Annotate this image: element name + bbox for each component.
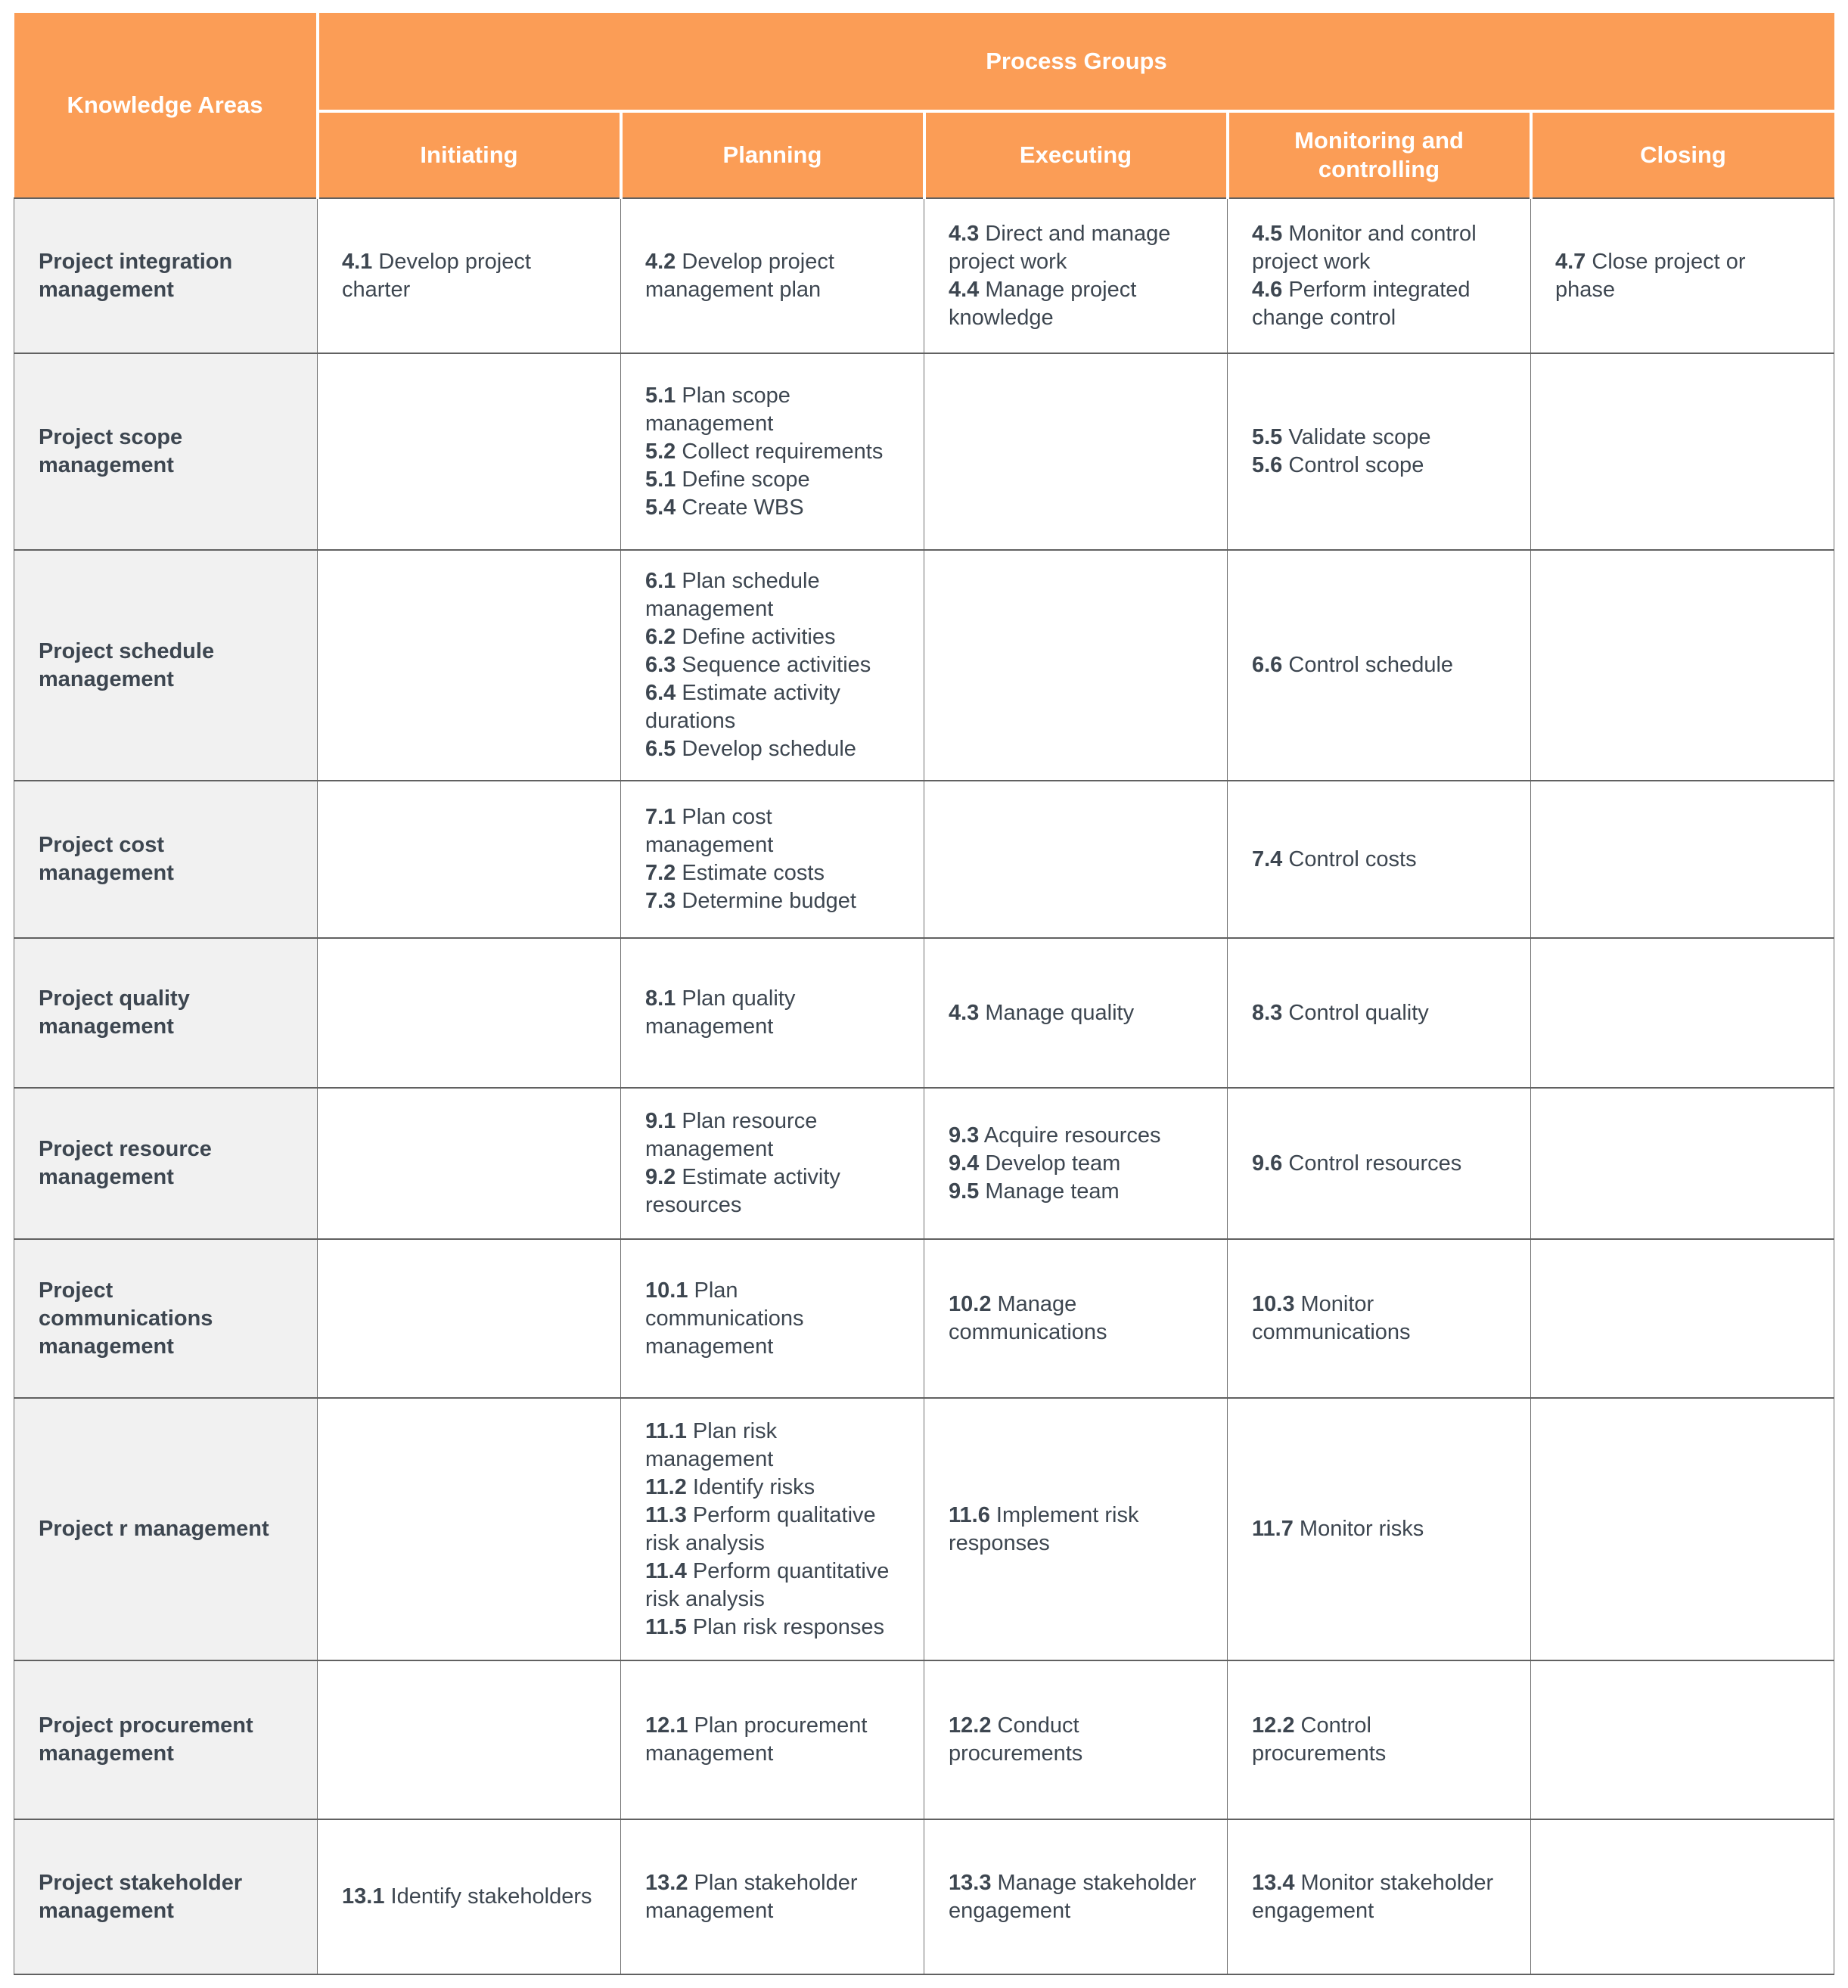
cell-monitoring bbox=[1228, 353, 1531, 550]
process-entry bbox=[645, 1277, 899, 1361]
process-number: 4.2 bbox=[645, 249, 676, 274]
cell-executing bbox=[924, 781, 1228, 938]
process-number: 9.5 bbox=[949, 1179, 980, 1204]
column-header-executing: Executing bbox=[924, 111, 1228, 198]
cell-planning bbox=[621, 550, 924, 781]
process-name: Implement risk responses bbox=[949, 1502, 1139, 1555]
process-name: Plan schedule management bbox=[645, 569, 820, 621]
process-name: Control resources bbox=[1288, 1151, 1462, 1176]
cell-planning bbox=[621, 938, 924, 1088]
process-number: 13.1 bbox=[342, 1884, 385, 1909]
process-number: 11.1 bbox=[645, 1418, 687, 1443]
process-name: Perform qualitative risk analysis bbox=[645, 1502, 876, 1555]
process-entry bbox=[645, 1869, 899, 1925]
process-number: 7.3 bbox=[645, 889, 676, 913]
process-number: 5.5 bbox=[1252, 425, 1283, 449]
process-entry bbox=[1252, 220, 1506, 276]
process-entry bbox=[645, 651, 899, 679]
process-entry bbox=[645, 1558, 899, 1614]
cell-monitoring bbox=[1228, 1398, 1531, 1660]
process-entry bbox=[645, 1712, 899, 1768]
process-number: 8.3 bbox=[1252, 1000, 1283, 1025]
process-number: 13.4 bbox=[1252, 1870, 1295, 1895]
cell-monitoring bbox=[1228, 1660, 1531, 1819]
process-number: 12.2 bbox=[1252, 1713, 1295, 1738]
process-entry bbox=[645, 1474, 899, 1502]
process-entry bbox=[949, 1291, 1203, 1347]
process-name: Plan stakeholder management bbox=[645, 1870, 858, 1923]
process-entry bbox=[1252, 276, 1506, 332]
cell-planning bbox=[621, 198, 924, 353]
process-number: 5.6 bbox=[1252, 453, 1283, 477]
process-name: Manage communications bbox=[949, 1292, 1107, 1344]
cell-executing bbox=[924, 198, 1228, 353]
process-entry bbox=[1252, 651, 1506, 679]
process-name: Control scope bbox=[1288, 453, 1424, 477]
process-name: Close project or phase bbox=[1555, 249, 1746, 302]
cell-monitoring bbox=[1228, 1819, 1531, 1974]
process-matrix-table bbox=[14, 13, 1834, 1975]
knowledge-area-label: Project integration management bbox=[14, 198, 318, 353]
process-entry bbox=[645, 887, 899, 915]
process-entry bbox=[1252, 1869, 1506, 1925]
process-name: Manage team bbox=[985, 1179, 1120, 1204]
knowledge-area-label: Project stakeholder management bbox=[14, 1819, 318, 1974]
process-number: 7.1 bbox=[645, 805, 676, 829]
process-name: Develop project charter bbox=[342, 249, 531, 302]
process-name: Monitor risks bbox=[1299, 1517, 1424, 1541]
process-number: 11.4 bbox=[645, 1558, 687, 1583]
process-entry bbox=[645, 466, 899, 494]
process-name: Estimate activity durations bbox=[645, 681, 840, 733]
cell-initiating bbox=[318, 1088, 621, 1239]
process-name: Develop schedule bbox=[682, 737, 856, 761]
cell-monitoring bbox=[1228, 1239, 1531, 1398]
process-entry bbox=[949, 1712, 1203, 1768]
cell-initiating bbox=[318, 1398, 621, 1660]
cell-closing bbox=[1531, 938, 1834, 1088]
cell-executing bbox=[924, 1398, 1228, 1660]
process-entry bbox=[1252, 424, 1506, 452]
process-name: Develop team bbox=[985, 1151, 1121, 1176]
cell-monitoring bbox=[1228, 938, 1531, 1088]
cell-initiating bbox=[318, 550, 621, 781]
cell-planning bbox=[621, 1819, 924, 1974]
process-entry bbox=[645, 248, 899, 304]
process-name: Manage project knowledge bbox=[949, 277, 1137, 330]
process-number: 11.6 bbox=[949, 1502, 990, 1527]
process-entry bbox=[645, 1163, 899, 1219]
cell-executing bbox=[924, 938, 1228, 1088]
cell-closing bbox=[1531, 781, 1834, 938]
knowledge-areas-header: Knowledge Areas bbox=[14, 13, 318, 198]
process-number: 6.6 bbox=[1252, 653, 1283, 677]
process-number: 4.3 bbox=[949, 1000, 980, 1025]
column-header-planning: Planning bbox=[621, 111, 924, 198]
cell-executing bbox=[924, 1660, 1228, 1819]
process-name: Monitor stakeholder engagement bbox=[1252, 1870, 1494, 1923]
process-name: Control schedule bbox=[1288, 653, 1454, 677]
process-number: 4.5 bbox=[1252, 221, 1283, 246]
process-number: 9.2 bbox=[645, 1165, 676, 1189]
process-groups-header: Process Groups bbox=[318, 13, 1834, 111]
process-entry bbox=[342, 1883, 596, 1911]
process-name: Determine budget bbox=[682, 889, 856, 913]
process-number: 13.2 bbox=[645, 1870, 688, 1895]
process-name: Develop project management plan bbox=[645, 249, 834, 302]
table-row bbox=[14, 353, 1834, 550]
table-row bbox=[14, 1088, 1834, 1239]
cell-closing bbox=[1531, 1398, 1834, 1660]
process-entry bbox=[1252, 1150, 1506, 1178]
process-number: 6.5 bbox=[645, 737, 676, 761]
cell-monitoring bbox=[1228, 1088, 1531, 1239]
process-entry bbox=[645, 567, 899, 623]
table-row bbox=[14, 1819, 1834, 1974]
process-entry bbox=[949, 1178, 1203, 1206]
process-name: Monitor and control project work bbox=[1252, 221, 1477, 274]
process-number: 7.2 bbox=[645, 861, 676, 885]
process-entry bbox=[645, 1107, 899, 1163]
cell-planning bbox=[621, 1239, 924, 1398]
cell-closing bbox=[1531, 1660, 1834, 1819]
knowledge-area-label: Project procurement management bbox=[14, 1660, 318, 1819]
cell-closing bbox=[1531, 353, 1834, 550]
process-number: 5.2 bbox=[645, 439, 676, 464]
knowledge-area-label: Project schedule management bbox=[14, 550, 318, 781]
cell-initiating bbox=[318, 198, 621, 353]
process-name: Plan procurement management bbox=[645, 1713, 868, 1766]
process-entry bbox=[949, 1869, 1203, 1925]
process-name: Plan scope management bbox=[645, 383, 790, 436]
cell-monitoring bbox=[1228, 198, 1531, 353]
process-number: 5.1 bbox=[645, 467, 676, 492]
process-name: Plan quality management bbox=[645, 986, 796, 1039]
cell-executing bbox=[924, 1819, 1228, 1974]
table-row bbox=[14, 1660, 1834, 1819]
cell-planning bbox=[621, 1398, 924, 1660]
process-entry bbox=[645, 494, 899, 522]
process-name: Plan resource management bbox=[645, 1109, 818, 1161]
process-number: 12.2 bbox=[949, 1713, 992, 1738]
cell-executing bbox=[924, 1239, 1228, 1398]
cell-closing bbox=[1531, 1819, 1834, 1974]
process-number: 12.1 bbox=[645, 1713, 688, 1738]
cell-executing bbox=[924, 353, 1228, 550]
process-number: 6.2 bbox=[645, 625, 676, 649]
process-number: 4.1 bbox=[342, 249, 373, 274]
process-entry bbox=[645, 438, 899, 466]
process-number: 5.4 bbox=[645, 495, 676, 520]
process-entry bbox=[1252, 846, 1506, 874]
process-number: 11.7 bbox=[1252, 1517, 1294, 1541]
process-name: Plan communications management bbox=[645, 1278, 804, 1359]
cell-initiating bbox=[318, 938, 621, 1088]
process-name: Perform integrated change control bbox=[1252, 277, 1471, 330]
process-number: 5.1 bbox=[645, 383, 676, 408]
process-number: 9.4 bbox=[949, 1151, 980, 1176]
process-name: Validate scope bbox=[1288, 425, 1431, 449]
cell-planning bbox=[621, 1088, 924, 1239]
table-row bbox=[14, 1239, 1834, 1398]
cell-monitoring bbox=[1228, 781, 1531, 938]
process-entry bbox=[645, 679, 899, 735]
process-number: 7.4 bbox=[1252, 846, 1283, 871]
column-header-closing: Closing bbox=[1531, 111, 1834, 198]
cell-closing bbox=[1531, 1239, 1834, 1398]
process-entry bbox=[645, 1502, 899, 1558]
process-number: 4.7 bbox=[1555, 249, 1586, 274]
cell-closing bbox=[1531, 1088, 1834, 1239]
process-number: 10.2 bbox=[949, 1292, 992, 1316]
process-number: 4.6 bbox=[1252, 277, 1283, 302]
process-entry bbox=[1252, 1291, 1506, 1347]
process-name: Control quality bbox=[1288, 1000, 1429, 1025]
process-name: Control procurements bbox=[1252, 1713, 1387, 1766]
process-entry bbox=[645, 382, 899, 438]
process-number: 4.3 bbox=[949, 221, 980, 246]
process-number: 6.4 bbox=[645, 681, 676, 705]
process-entry bbox=[342, 248, 596, 304]
process-entry bbox=[645, 735, 899, 763]
process-entry bbox=[645, 985, 899, 1041]
process-entry bbox=[645, 1614, 899, 1642]
process-entry bbox=[645, 859, 899, 887]
cell-initiating bbox=[318, 1819, 621, 1974]
knowledge-area-label: Project cost management bbox=[14, 781, 318, 938]
knowledge-area-label: Project scope management bbox=[14, 353, 318, 550]
process-name: Manage quality bbox=[985, 1000, 1135, 1025]
cell-closing bbox=[1531, 198, 1834, 353]
process-name: Plan risk management bbox=[645, 1418, 778, 1471]
process-entry bbox=[949, 1502, 1203, 1558]
header-row-process-groups bbox=[14, 13, 1834, 111]
process-name: Manage stakeholder engagement bbox=[949, 1870, 1197, 1923]
process-name: Sequence activities bbox=[682, 653, 871, 677]
process-name: Define scope bbox=[682, 467, 810, 492]
knowledge-area-label: Project resource management bbox=[14, 1088, 318, 1239]
knowledge-area-label: Project r management bbox=[14, 1398, 318, 1660]
column-header-initiating: Initiating bbox=[318, 111, 621, 198]
process-number: 10.3 bbox=[1252, 1292, 1295, 1316]
process-entry bbox=[949, 999, 1203, 1027]
process-entry bbox=[645, 623, 899, 651]
process-name: Collect requirements bbox=[682, 439, 884, 464]
process-name: Create WBS bbox=[682, 495, 804, 520]
process-name: Perform quantitative risk analysis bbox=[645, 1558, 890, 1611]
cell-planning bbox=[621, 781, 924, 938]
process-entry bbox=[645, 1418, 899, 1474]
cell-monitoring bbox=[1228, 550, 1531, 781]
process-name: Control costs bbox=[1288, 846, 1417, 871]
process-entry bbox=[949, 1122, 1203, 1150]
process-number: 9.1 bbox=[645, 1109, 676, 1133]
process-name: Identify risks bbox=[692, 1474, 815, 1499]
cell-initiating bbox=[318, 781, 621, 938]
process-number: 6.1 bbox=[645, 569, 676, 593]
process-number: 9.3 bbox=[949, 1123, 980, 1148]
process-name: Conduct procurements bbox=[949, 1713, 1083, 1766]
process-number: 13.3 bbox=[949, 1870, 992, 1895]
process-entry bbox=[1252, 1515, 1506, 1543]
process-name: Direct and manage project work bbox=[949, 221, 1171, 274]
table-row bbox=[14, 550, 1834, 781]
process-entry bbox=[949, 276, 1203, 332]
process-number: 11.5 bbox=[645, 1614, 687, 1639]
cell-initiating bbox=[318, 1660, 621, 1819]
process-number: 10.1 bbox=[645, 1278, 688, 1303]
cell-planning bbox=[621, 353, 924, 550]
process-name: Acquire resources bbox=[983, 1123, 1161, 1148]
table-row bbox=[14, 198, 1834, 353]
process-entry bbox=[949, 220, 1203, 276]
process-number: 11.3 bbox=[645, 1502, 687, 1527]
process-name: Estimate costs bbox=[682, 861, 825, 885]
table-row bbox=[14, 1398, 1834, 1660]
process-entry bbox=[1252, 1712, 1506, 1768]
process-number: 11.2 bbox=[645, 1474, 687, 1499]
table-row bbox=[14, 938, 1834, 1088]
process-number: 4.4 bbox=[949, 277, 980, 302]
cell-executing bbox=[924, 550, 1228, 781]
cell-closing bbox=[1531, 550, 1834, 781]
cell-planning bbox=[621, 1660, 924, 1819]
table-header bbox=[14, 13, 1834, 198]
cell-initiating bbox=[318, 353, 621, 550]
knowledge-area-label: Project communications management bbox=[14, 1239, 318, 1398]
cell-initiating bbox=[318, 1239, 621, 1398]
table-body bbox=[14, 198, 1834, 1974]
table-row bbox=[14, 781, 1834, 938]
process-number: 8.1 bbox=[645, 986, 676, 1011]
process-entry bbox=[1252, 452, 1506, 480]
process-name: Define activities bbox=[682, 625, 836, 649]
process-number: 6.3 bbox=[645, 653, 676, 677]
knowledge-area-label: Project quality management bbox=[14, 938, 318, 1088]
process-entry bbox=[1555, 248, 1809, 304]
process-name: Estimate activity resources bbox=[645, 1165, 840, 1217]
process-name: Plan cost management bbox=[645, 805, 774, 857]
process-entry bbox=[949, 1150, 1203, 1178]
process-number: 9.6 bbox=[1252, 1151, 1283, 1176]
process-entry bbox=[645, 803, 899, 859]
process-name: Plan risk responses bbox=[692, 1614, 884, 1639]
cell-executing bbox=[924, 1088, 1228, 1239]
column-header-monitoring-and-controlling: Monitoring and controlling bbox=[1228, 111, 1531, 198]
process-name: Identify stakeholders bbox=[390, 1884, 592, 1909]
process-name: Monitor communications bbox=[1252, 1292, 1411, 1344]
process-entry bbox=[1252, 999, 1506, 1027]
